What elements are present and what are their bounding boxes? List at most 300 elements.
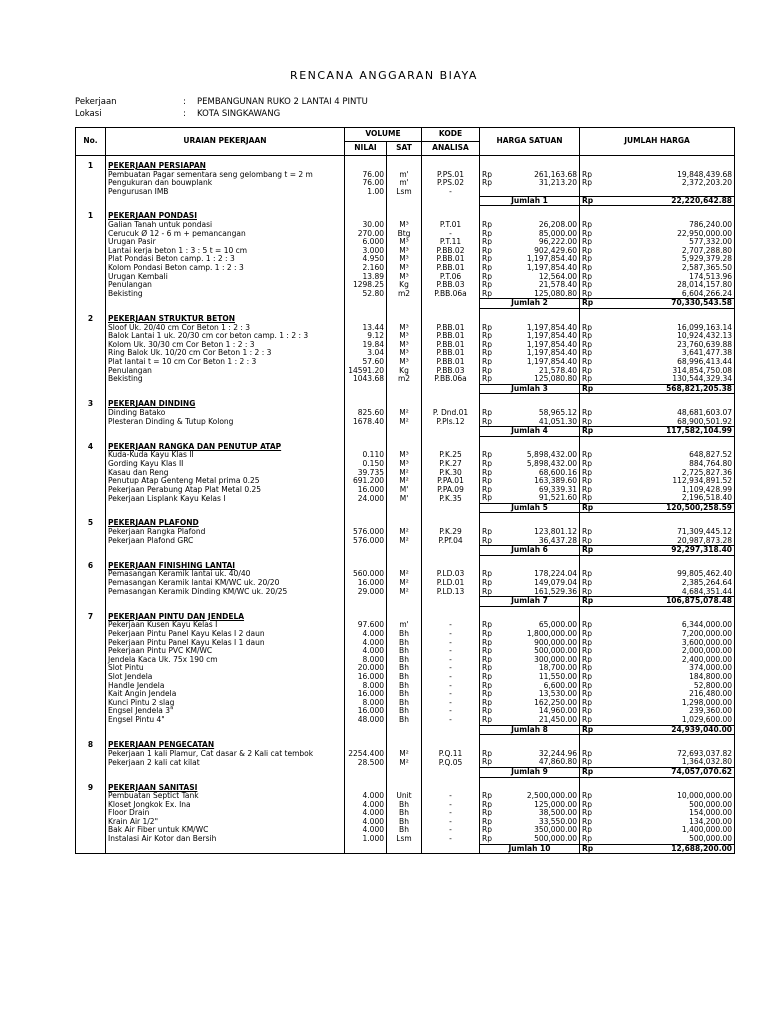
item-total-price: 22,950,000.00 [677, 229, 733, 238]
currency-label: Rp [480, 264, 497, 273]
item-total-price: 1,298,000.00 [681, 698, 733, 707]
section-header-row [76, 212, 735, 221]
item-unit-price: 41,051.30 [538, 417, 578, 426]
item-unit: M³ [387, 221, 422, 230]
empty-cell [497, 519, 580, 528]
item-total-price: 10,000,000.00 [677, 792, 733, 801]
empty-cell [76, 664, 106, 673]
empty-cell [387, 196, 422, 206]
empty-cell [497, 741, 580, 750]
empty-cell [422, 546, 480, 556]
empty-cell [76, 673, 106, 682]
item-volume-value: 0.150 [345, 460, 387, 469]
currency-label: Rp [580, 281, 597, 290]
item-unit: m' [387, 171, 422, 180]
currency-label: Rp [480, 716, 497, 725]
item-unit-price: 26,208.00 [538, 221, 578, 230]
section-number: 2 [87, 315, 94, 323]
item-total-price: 16,099,163.14 [677, 323, 733, 332]
section-number: 5 [87, 519, 94, 528]
empty-cell [76, 844, 106, 854]
empty-cell [422, 741, 480, 750]
item-volume-value: 39.735 [345, 469, 387, 478]
subtotal-label: Jumlah 7 [480, 597, 580, 607]
item-analysis-code: - [422, 682, 480, 691]
section-number: 4 [87, 442, 94, 451]
item-total-price: 99,805,462.40 [677, 570, 733, 579]
item-unit-price: 6,600.00 [543, 681, 578, 690]
empty-cell [497, 443, 580, 452]
section-header-row [76, 443, 735, 452]
subtotal-value: 117,582,104.99 [597, 427, 735, 437]
item-analysis-code: P.BB.01 [422, 341, 480, 350]
currency-label: Rp [480, 639, 497, 648]
item-unit: M² [387, 528, 422, 537]
header-nilai: NILAI [345, 142, 387, 156]
item-unit: M² [387, 588, 422, 597]
item-volume-value: 29.000 [345, 588, 387, 597]
item-analysis-code: - [422, 630, 480, 639]
item-description: Pemasangan Keramik lantai KM/WC uk. 20/20 [106, 579, 345, 588]
currency-label: Rp [580, 588, 597, 597]
item-unit: Bh [387, 639, 422, 648]
table-row [76, 367, 735, 376]
item-volume-value: 560.000 [345, 570, 387, 579]
item-unit: M³ [387, 238, 422, 247]
item-unit: M³ [387, 358, 422, 367]
table-row [76, 477, 735, 486]
item-volume-value: 13.89 [345, 273, 387, 282]
item-analysis-code: - [422, 801, 480, 810]
currency-label: Rp [480, 758, 497, 767]
empty-cell [345, 562, 387, 571]
item-total-price: 648,827.52 [689, 451, 733, 460]
empty-cell [480, 443, 497, 452]
item-total-price: 884,764.80 [689, 459, 733, 468]
item-unit-price: 21,578.40 [538, 366, 578, 375]
section-number: 1 [87, 162, 94, 170]
subtotal-value: 92,297,318.40 [597, 546, 735, 556]
item-unit: M² [387, 750, 422, 759]
item-total-price: 23,760,639.88 [677, 340, 733, 349]
empty-cell [76, 486, 106, 495]
table-row [76, 494, 735, 503]
empty-cell [76, 469, 106, 478]
empty-cell [580, 315, 597, 324]
item-volume-value: 28.500 [345, 758, 387, 767]
empty-cell [345, 844, 387, 854]
item-unit-price: 149,079.04 [534, 579, 578, 588]
subtotal-row [76, 725, 735, 735]
empty-cell [76, 281, 106, 290]
item-analysis-code: P.Q.05 [422, 758, 480, 767]
item-description: Bak Air Fiber untuk KM/WC [106, 826, 345, 835]
item-description: Penulangan [106, 367, 345, 376]
item-unit: M² [387, 758, 422, 767]
item-total-price: 239,360.00 [689, 707, 733, 716]
subtotal-label: Jumlah 5 [480, 503, 580, 513]
item-volume-value: 16.000 [345, 579, 387, 588]
section-title: PEKERJAAN RANGKA DAN PENUTUP ATAP [106, 443, 345, 452]
item-description: Pemasangan Keramik lantai uk. 40/40 [106, 570, 345, 579]
item-unit-price: 14,960.00 [538, 707, 578, 716]
item-volume-value: 4.000 [345, 792, 387, 801]
empty-cell [345, 196, 387, 206]
item-description: Jendela Kaca Uk. 75x 190 cm [106, 656, 345, 665]
currency-label: Rp [580, 801, 597, 810]
empty-cell [106, 725, 345, 735]
currency-label: Rp [480, 690, 497, 699]
item-analysis-code: P.T.01 [422, 221, 480, 230]
currency-label: Rp [580, 196, 597, 206]
item-volume-value: 76.00 [345, 171, 387, 180]
currency-label: Rp [580, 826, 597, 835]
item-unit: Bh [387, 826, 422, 835]
item-unit: M³ [387, 255, 422, 264]
item-unit: Bh [387, 707, 422, 716]
subtotal-row [76, 384, 735, 394]
item-unit-price: 96,222.00 [538, 238, 578, 247]
item-total-price: 68,996,413.44 [677, 357, 733, 366]
item-unit: M³ [387, 273, 422, 282]
item-description: Cerucuk Ø 12 - 6 m + pemancangan [106, 230, 345, 239]
item-unit: Bh [387, 673, 422, 682]
currency-label: Rp [580, 546, 597, 556]
empty-cell [422, 212, 480, 221]
item-description: Slot Jendela [106, 673, 345, 682]
table-row [76, 826, 735, 835]
item-unit-price: 902,429.60 [534, 246, 578, 255]
empty-cell [497, 212, 580, 221]
currency-label: Rp [480, 418, 497, 427]
item-unit-price: 161,529.36 [534, 587, 578, 596]
item-description: Sloof Uk. 20/40 cm Cor Beton 1 : 2 : 3 [106, 324, 345, 333]
empty-cell [597, 562, 735, 571]
item-unit: M' [387, 486, 422, 495]
item-description: Pekerjaan 1 kali Plamur, Cat dasar & 2 Kali cat tembok [106, 750, 345, 759]
item-description: Balok Lantai 1 uk. 20/30 cm cor beton camp. 1 : 2 : 3 [106, 332, 345, 341]
empty-cell [387, 767, 422, 777]
item-volume-value: 8.000 [345, 682, 387, 691]
table-row [76, 647, 735, 656]
item-total-price: 216,480.00 [689, 690, 733, 699]
item-volume-value: 3.000 [345, 247, 387, 256]
item-total-price: 134,200.00 [689, 817, 733, 826]
empty-cell [76, 809, 106, 818]
item-analysis-code: P.BB.03 [422, 367, 480, 376]
empty-cell [387, 725, 422, 735]
empty-cell [345, 384, 387, 394]
empty-cell [422, 562, 480, 571]
section-title: PEKERJAAN PINTU DAN JENDELA [106, 613, 345, 622]
item-unit-price: 68,600.16 [538, 468, 578, 477]
item-unit-price: 1,197,854.40 [526, 323, 578, 332]
item-analysis-code: - [422, 639, 480, 648]
currency-label: Rp [580, 367, 597, 376]
item-analysis-code: P.LD.01 [422, 579, 480, 588]
empty-cell [76, 460, 106, 469]
item-description: Floor Drain [106, 809, 345, 818]
item-unit-price: 11,550.00 [538, 672, 578, 681]
item-unit-price: 1,197,854.40 [526, 340, 578, 349]
item-analysis-code: - [422, 835, 480, 844]
currency-label: Rp [580, 332, 597, 341]
table-row [76, 630, 735, 639]
item-unit-price: 350,000.00 [534, 826, 578, 835]
currency-label: Rp [580, 418, 597, 427]
empty-cell [76, 801, 106, 810]
currency-label: Rp [480, 469, 497, 478]
item-analysis-code: P.PA.09 [422, 486, 480, 495]
empty-cell [422, 196, 480, 206]
item-description: Pekerjaan Pintu Panel Kayu Kelas I 1 daun [106, 639, 345, 648]
item-total-price: 2,385,264.64 [681, 579, 733, 588]
table-row [76, 656, 735, 665]
table-row [76, 792, 735, 801]
budget-table [75, 127, 735, 854]
item-description: Kait Angin Jendela [106, 690, 345, 699]
subtotal-value: 24,939,040.00 [597, 725, 735, 735]
empty-cell [422, 767, 480, 777]
item-description: Engsel Pintu 4" [106, 716, 345, 725]
subtotal-value: 74,057,070.62 [597, 767, 735, 777]
table-row [76, 324, 735, 333]
item-volume-value: 57.60 [345, 358, 387, 367]
subtotal-value: 12,688,200.00 [597, 844, 735, 854]
item-unit: Bh [387, 699, 422, 708]
table-row [76, 690, 735, 699]
item-unit: Bh [387, 809, 422, 818]
currency-label: Rp [580, 451, 597, 460]
item-total-price: 130,544,329.34 [672, 375, 733, 384]
item-analysis-code: - [422, 716, 480, 725]
currency-label: Rp [580, 597, 597, 607]
empty-cell [76, 826, 106, 835]
empty-cell [76, 690, 106, 699]
item-total-price: 184,800.00 [689, 672, 733, 681]
item-description: Slot Pintu [106, 664, 345, 673]
empty-cell [106, 384, 345, 394]
empty-cell [422, 400, 480, 409]
empty-cell [345, 427, 387, 437]
currency-label: Rp [480, 375, 497, 384]
item-total-price: 28,014,157.80 [677, 281, 733, 290]
empty-cell [345, 162, 387, 171]
empty-cell [345, 725, 387, 735]
item-unit-price: 36,437.28 [538, 536, 578, 545]
item-unit-price: 21,450.00 [538, 715, 578, 724]
subtotal-row [76, 196, 735, 206]
currency-label: Rp [580, 835, 597, 844]
empty-cell [580, 613, 597, 622]
item-unit: M³ [387, 264, 422, 273]
item-description: Bekisting [106, 290, 345, 299]
currency-label: Rp [580, 324, 597, 333]
section-number: 6 [87, 561, 94, 570]
item-volume-value: 97.600 [345, 621, 387, 630]
empty-cell [422, 519, 480, 528]
item-unit-price: 38,500.00 [538, 809, 578, 818]
empty-cell [345, 546, 387, 556]
currency-label: Rp [480, 682, 497, 691]
empty-cell [387, 443, 422, 452]
table-row [76, 673, 735, 682]
section-number: 7 [87, 612, 94, 621]
empty-cell [480, 162, 497, 171]
table-row [76, 570, 735, 579]
currency-label: Rp [480, 792, 497, 801]
empty-cell [76, 503, 106, 513]
empty-cell [76, 230, 106, 239]
subtotal-label: Jumlah 4 [480, 427, 580, 437]
item-analysis-code: P.PA.01 [422, 477, 480, 486]
item-unit: M' [387, 494, 422, 503]
item-description: Pekerjaan Rangka Plafond [106, 528, 345, 537]
empty-cell [76, 835, 106, 844]
empty-cell [387, 741, 422, 750]
header-uraian: URAIAN PEKERJAAN [106, 128, 345, 156]
item-analysis-code: P.Q.11 [422, 750, 480, 759]
item-analysis-code: P.BB.01 [422, 264, 480, 273]
item-total-price: 174,513.96 [689, 272, 733, 281]
currency-label: Rp [480, 835, 497, 844]
empty-cell [76, 221, 106, 230]
currency-label: Rp [580, 673, 597, 682]
empty-cell [580, 519, 597, 528]
item-unit-price: 32,244.96 [538, 749, 578, 758]
item-volume-value: 1298.25 [345, 281, 387, 290]
item-description: Pekerjaan Lisplank Kayu Kelas I [106, 494, 345, 503]
budget-table-body [76, 156, 735, 854]
item-description: Plesteran Dinding & Tutup Kolong [106, 418, 345, 427]
table-row [76, 358, 735, 367]
empty-cell [387, 519, 422, 528]
currency-label: Rp [580, 639, 597, 648]
currency-label: Rp [580, 221, 597, 230]
item-description: Kuda-Kuda Kayu Klas II [106, 451, 345, 460]
item-total-price: 1,364,032.80 [681, 758, 733, 767]
currency-label: Rp [580, 290, 597, 299]
currency-label: Rp [480, 290, 497, 299]
section-number: 1 [87, 212, 94, 221]
section-header-row [76, 741, 735, 750]
empty-cell [76, 579, 106, 588]
empty-cell [345, 741, 387, 750]
currency-label [580, 188, 597, 197]
table-row [76, 264, 735, 273]
currency-label: Rp [580, 699, 597, 708]
item-description: Instalasi Air Kotor dan Bersih [106, 835, 345, 844]
item-unit-price [497, 188, 580, 197]
currency-label: Rp [580, 238, 597, 247]
empty-cell [106, 427, 345, 437]
empty-cell [580, 443, 597, 452]
info-label: Pekerjaan [75, 97, 117, 107]
item-volume-value: 4.000 [345, 630, 387, 639]
table-row [76, 486, 735, 495]
currency-label: Rp [580, 621, 597, 630]
table-row [76, 664, 735, 673]
empty-cell [76, 196, 106, 206]
empty-cell [597, 519, 735, 528]
empty-cell [497, 162, 580, 171]
item-analysis-code: P.BB.06a [422, 375, 480, 384]
item-unit: m' [387, 621, 422, 630]
currency-label: Rp [580, 427, 597, 437]
empty-cell [345, 315, 387, 324]
empty-cell [76, 341, 106, 350]
table-row [76, 707, 735, 716]
header-kode: KODE [422, 128, 480, 142]
empty-cell [345, 613, 387, 622]
empty-cell [76, 384, 106, 394]
empty-cell [76, 656, 106, 665]
item-unit-price: 1,197,854.40 [526, 332, 578, 341]
item-description: Kolom Uk. 30/30 cm Cor Beton 1 : 2 : 3 [106, 341, 345, 350]
item-analysis-code: P.T.11 [422, 238, 480, 247]
item-description: Pembuatan Pagar sementara seng gelombang t = 2 m [106, 171, 345, 180]
empty-cell [422, 503, 480, 513]
currency-label: Rp [480, 460, 497, 469]
empty-cell [345, 299, 387, 309]
section-number: 8 [87, 741, 94, 750]
currency-label: Rp [580, 809, 597, 818]
item-unit: m' [387, 179, 422, 188]
table-row [76, 835, 735, 844]
empty-cell [76, 273, 106, 282]
empty-cell [106, 844, 345, 854]
table-row [76, 801, 735, 810]
currency-label: Rp [580, 707, 597, 716]
item-description: Plat lantai t = 10 cm Cor Beton 1 : 2 : 3 [106, 358, 345, 367]
empty-cell [387, 784, 422, 793]
item-unit-price: 21,578.40 [538, 281, 578, 290]
section-header-row [76, 400, 735, 409]
item-analysis-code: P.BB.06a [422, 290, 480, 299]
empty-cell [76, 409, 106, 418]
item-unit: M³ [387, 349, 422, 358]
item-total-price: 374,000.00 [689, 664, 733, 673]
item-analysis-code: - [422, 792, 480, 801]
subtotal-row [76, 299, 735, 309]
empty-cell [345, 519, 387, 528]
currency-label: Rp [480, 707, 497, 716]
item-unit-price: 5,898,432.00 [526, 451, 578, 460]
item-analysis-code: P.K.25 [422, 451, 480, 460]
currency-label: Rp [580, 255, 597, 264]
currency-label: Rp [580, 503, 597, 513]
item-description: Bekisting [106, 375, 345, 384]
empty-cell [76, 758, 106, 767]
empty-cell [497, 315, 580, 324]
item-unit: Unit [387, 792, 422, 801]
item-volume-value: 2.160 [345, 264, 387, 273]
table-row [76, 460, 735, 469]
subtotal-value: 70,330,543.58 [597, 299, 735, 309]
empty-cell [580, 162, 597, 171]
section-header-row [76, 784, 735, 793]
item-analysis-code: P.LD.03 [422, 570, 480, 579]
currency-label: Rp [580, 384, 597, 394]
currency-label: Rp [480, 247, 497, 256]
item-unit: M³ [387, 451, 422, 460]
item-unit-price: 18,700.00 [538, 664, 578, 673]
empty-cell [580, 784, 597, 793]
currency-label: Rp [580, 247, 597, 256]
empty-cell [387, 400, 422, 409]
empty-cell [76, 537, 106, 546]
item-volume-value: 19.84 [345, 341, 387, 350]
